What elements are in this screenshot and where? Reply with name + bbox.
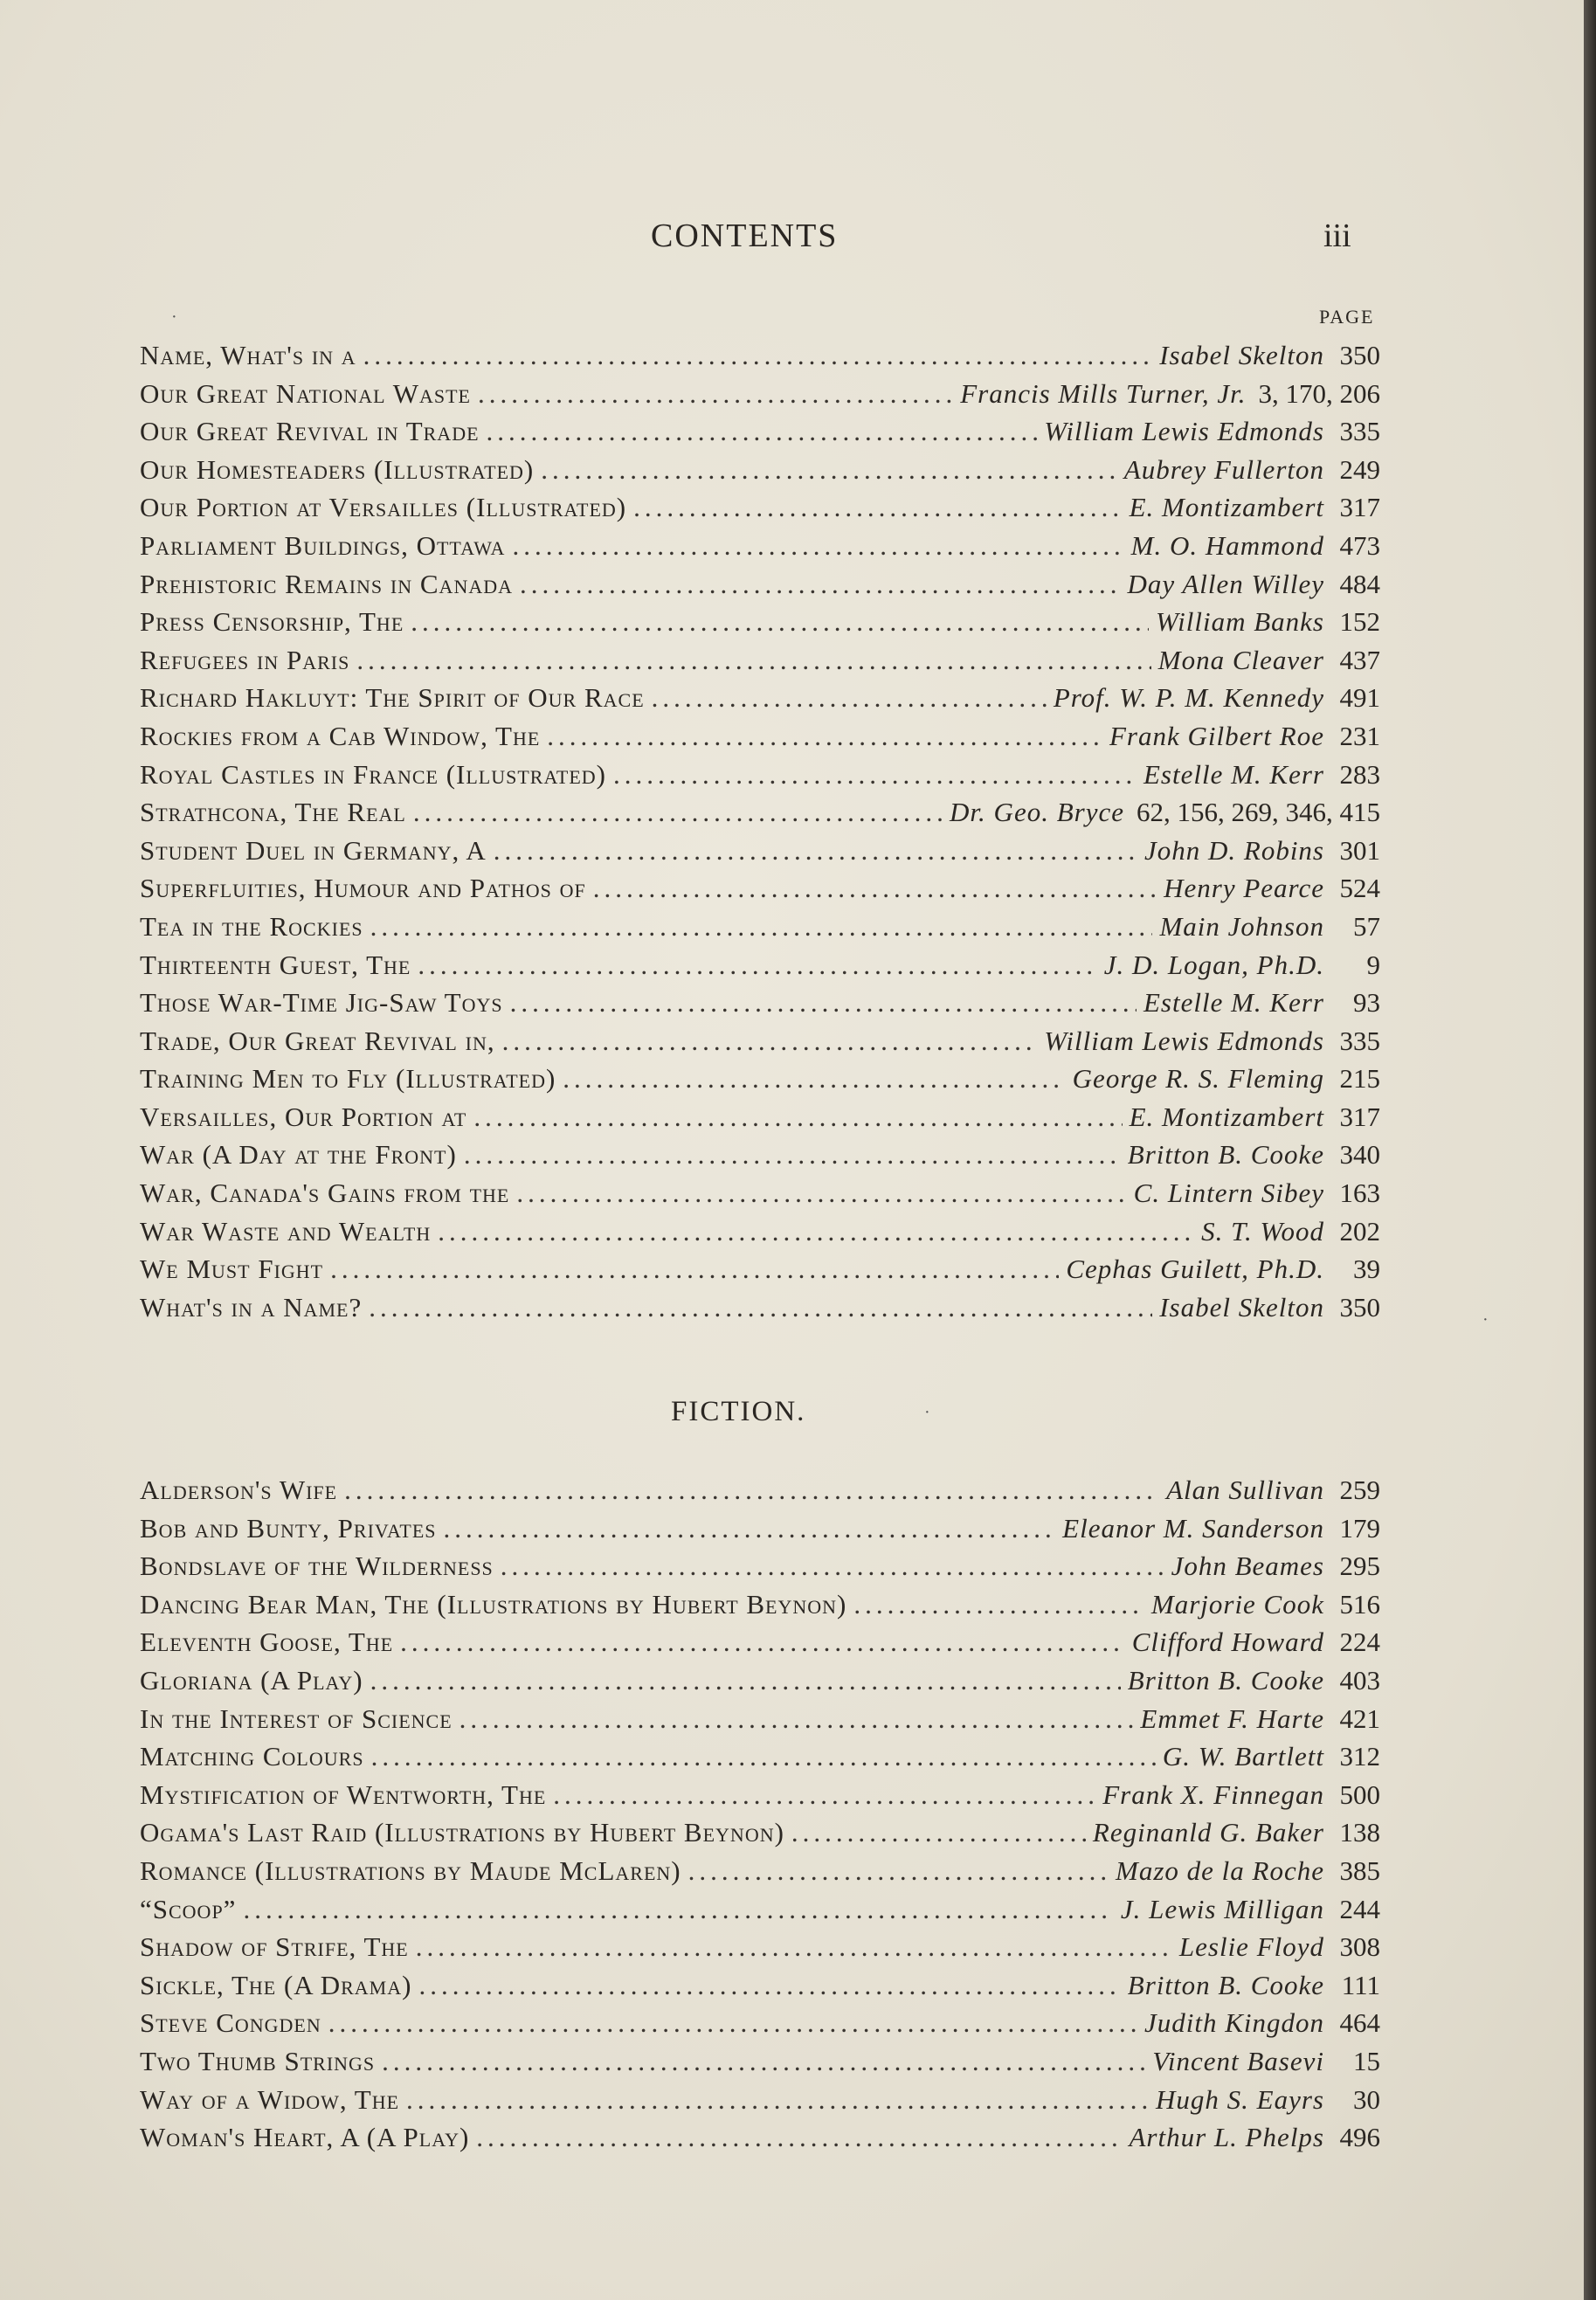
entry-title: War (A Day at the Front)	[140, 1139, 457, 1171]
entry-page: 350	[1339, 1291, 1380, 1323]
toc-entry	[140, 1212, 1380, 1251]
entry-page: 500	[1339, 1779, 1380, 1810]
dot-leader	[330, 1250, 1059, 1288]
entry-page: 163	[1339, 1178, 1380, 1209]
entry-title: Steve Congden	[140, 2007, 321, 2039]
entry-author: Isabel Skelton	[1159, 340, 1324, 370]
entry-title: Royal Castles in France (Illustrated)	[140, 758, 607, 790]
entry-title: Our Great National Waste	[140, 377, 471, 409]
entry-title: Training Men to Fly (Illustrated)	[140, 1063, 556, 1095]
dot-leader	[413, 793, 943, 832]
dot-leader	[516, 1174, 1126, 1212]
toc-entry	[140, 1060, 1380, 1098]
entry-author: Frank X. Finnegan	[1102, 1779, 1324, 1810]
toc-entry	[140, 946, 1380, 984]
entry-title: Prehistoric Remains in Canada	[140, 568, 513, 599]
entry-author: Britton B. Cooke	[1127, 1139, 1324, 1171]
entry-title: Romance (Illustrations by Maude McLaren)	[140, 1855, 681, 1886]
entry-page: 403	[1339, 1664, 1380, 1696]
entry-page: 385	[1339, 1855, 1380, 1886]
dot-leader	[478, 375, 953, 413]
toc-entry	[140, 1509, 1380, 1548]
toc-entry	[140, 1737, 1380, 1776]
entry-author: Isabel Skelton	[1159, 1291, 1324, 1323]
entry-title: Eleventh Goose, The	[140, 1627, 394, 1658]
dot-leader	[438, 1212, 1194, 1251]
entry-title: Versailles, Our Portion at	[140, 1101, 467, 1132]
entry-page: 57	[1353, 910, 1380, 942]
entry-author: Clifford Howard	[1131, 1627, 1324, 1658]
dot-leader	[400, 1623, 1125, 1661]
entry-page: 524	[1339, 873, 1380, 904]
entry-title: War Waste and Wealth	[140, 1215, 432, 1247]
entry-page: 9	[1366, 949, 1380, 980]
entry-title: Sickle, The (A Drama)	[140, 1969, 412, 2000]
entry-author: William Lewis Edmonds	[1044, 416, 1324, 447]
entry-page: 179	[1339, 1512, 1380, 1544]
dot-leader	[520, 565, 1121, 604]
toc-entry	[140, 451, 1380, 489]
dot-leader	[370, 1661, 1121, 1700]
entry-page: 473	[1339, 529, 1380, 561]
toc-entry	[140, 488, 1380, 527]
entry-page: 340	[1339, 1139, 1380, 1171]
dot-leader	[473, 1098, 1122, 1136]
entry-page: 152	[1339, 606, 1380, 638]
toc-entry	[140, 717, 1380, 756]
dot-leader	[464, 1136, 1121, 1174]
toc-entry	[140, 1661, 1380, 1700]
toc-entry	[140, 1813, 1380, 1852]
entry-page: 295	[1339, 1551, 1380, 1582]
dot-leader	[369, 1288, 1152, 1327]
toc-entry	[140, 1174, 1380, 1212]
entry-page: 308	[1339, 1931, 1380, 1963]
entry-page: 62, 156, 269, 346, 415	[1137, 797, 1380, 828]
entry-author: J. D. Logan, Ph.D.	[1103, 949, 1324, 980]
dot-leader	[593, 869, 1157, 908]
dot-leader	[553, 1776, 1095, 1814]
dot-leader	[444, 1509, 1056, 1548]
entry-title: Name, What's in a	[140, 340, 356, 370]
entry-author: Dr. Geo. Bryce	[950, 797, 1124, 828]
toc-entry	[140, 1022, 1380, 1060]
entry-title: We Must Fight	[140, 1254, 324, 1285]
dot-leader	[563, 1060, 1065, 1098]
toc-entry	[140, 527, 1380, 565]
toc-entry	[140, 1700, 1380, 1738]
entry-title: Refugees in Paris	[140, 644, 350, 675]
toc-entry	[140, 679, 1380, 717]
entry-title: Woman's Heart, A (A Play)	[140, 2122, 470, 2153]
entry-title: Mystification of Wentworth, The	[140, 1779, 547, 1810]
toc-entry	[140, 908, 1380, 946]
toc-entry	[140, 1623, 1380, 1661]
dot-leader	[652, 679, 1047, 717]
dot-leader	[406, 2081, 1149, 2119]
fiction-heading: FICTION.	[671, 1396, 806, 1427]
entry-title: Press Censorship, The	[140, 606, 404, 638]
dot-leader	[382, 2042, 1145, 2081]
entry-page: 111	[1341, 1969, 1380, 2000]
dot-leader	[418, 1966, 1120, 2005]
entry-author: M. O. Hammond	[1130, 529, 1324, 561]
entry-author: William Banks	[1156, 606, 1324, 638]
entry-title: Shadow of Strife, The	[140, 1931, 409, 1963]
entry-author: Estelle M. Kerr	[1143, 987, 1324, 1019]
entry-author: Day Allen Willey	[1127, 568, 1324, 599]
entry-title: Those War-Time Jig-Saw Toys	[140, 987, 503, 1019]
entry-author: Britton B. Cooke	[1127, 1664, 1324, 1696]
print-speck: ·	[924, 1403, 930, 1422]
entry-title: Way of a Widow, The	[140, 2083, 400, 2115]
toc-entry	[140, 1250, 1380, 1288]
toc-entry	[140, 832, 1380, 870]
entry-page: 138	[1339, 1817, 1380, 1848]
entry-page: 224	[1339, 1627, 1380, 1658]
entry-title: War, Canada's Gains from the	[140, 1178, 510, 1209]
entry-title: Thirteenth Guest, The	[140, 949, 411, 980]
toc-entry	[140, 565, 1380, 604]
toc-entry	[140, 1288, 1380, 1327]
dot-leader	[344, 1471, 1159, 1509]
dot-leader	[371, 1737, 1156, 1776]
entry-page: 30	[1353, 2083, 1380, 2115]
entry-page: 3, 170, 206	[1258, 377, 1380, 409]
dot-leader	[418, 946, 1096, 984]
entry-page: 317	[1339, 492, 1380, 523]
dot-leader	[613, 756, 1137, 794]
entry-title: Tea in the Rockies	[140, 910, 363, 942]
articles-list	[140, 336, 1380, 1326]
dot-leader	[411, 603, 1149, 641]
toc-entry	[140, 1585, 1380, 1624]
toc-entry	[140, 412, 1380, 451]
entry-title: “Scoop”	[140, 1893, 237, 1924]
dot-leader	[541, 451, 1117, 489]
entry-author: Emmet F. Harte	[1140, 1703, 1324, 1734]
entry-author: Alan Sullivan	[1166, 1475, 1324, 1505]
dot-leader	[512, 527, 1123, 565]
toc-entry	[140, 756, 1380, 794]
entry-title: In the Interest of Science	[140, 1703, 453, 1734]
toc-entry	[140, 2004, 1380, 2042]
dot-leader	[243, 1890, 1113, 1929]
entry-author: E. Montizambert	[1129, 1101, 1324, 1132]
toc-entry	[140, 1776, 1380, 1814]
entry-page: 312	[1339, 1741, 1380, 1772]
entry-page: 421	[1339, 1703, 1380, 1734]
entry-page: 231	[1339, 720, 1380, 751]
entry-author: John D. Robins	[1143, 834, 1324, 866]
entry-title: Student Duel in Germany, A	[140, 834, 487, 866]
entry-page: 335	[1339, 416, 1380, 447]
entry-page: 202	[1339, 1215, 1380, 1247]
entry-page: 516	[1339, 1588, 1380, 1620]
entry-author: Judith Kingdon	[1143, 2007, 1324, 2039]
entry-author: Prof. W. P. M. Kennedy	[1053, 682, 1324, 714]
entry-author: G. W. Bartlett	[1162, 1741, 1324, 1772]
entry-author: Estelle M. Kerr	[1143, 758, 1324, 790]
entry-page: 317	[1339, 1101, 1380, 1132]
dot-leader	[633, 488, 1123, 527]
entry-author: E. Montizambert	[1129, 492, 1324, 523]
entry-page: 335	[1339, 1025, 1380, 1056]
print-speck: ·	[171, 307, 177, 327]
entry-author: William Lewis Edmonds	[1044, 1025, 1324, 1056]
toc-entry	[140, 2042, 1380, 2081]
entry-page: 496	[1339, 2122, 1380, 2153]
dot-leader	[487, 412, 1038, 451]
entry-page: 301	[1339, 834, 1380, 866]
entry-author: Reginanld G. Baker	[1092, 1817, 1324, 1848]
entry-title: Our Great Revival in Trade	[140, 416, 480, 447]
entry-page: 259	[1339, 1475, 1380, 1505]
entry-title: Alderson's Wife	[140, 1475, 338, 1505]
entry-author: Arthur L. Phelps	[1129, 2122, 1324, 2153]
dot-leader	[356, 641, 1150, 680]
entry-author: Francis Mills Turner, Jr.	[960, 377, 1247, 409]
entry-page: 249	[1339, 453, 1380, 485]
toc-entry	[140, 336, 1380, 375]
entry-author: Main Johnson	[1159, 910, 1324, 942]
entry-page: 350	[1339, 340, 1380, 370]
toc-entry	[140, 2081, 1380, 2119]
entry-author: Vincent Basevi	[1152, 2045, 1324, 2076]
toc-entry	[140, 1098, 1380, 1136]
dot-leader	[328, 2004, 1137, 2042]
entry-page: 215	[1339, 1063, 1380, 1095]
dot-leader	[688, 1852, 1109, 1890]
entry-author: Eleanor M. Sanderson	[1062, 1512, 1324, 1544]
dot-leader	[370, 908, 1153, 946]
entry-author: Henry Pearce	[1164, 873, 1324, 904]
toc-entry	[140, 603, 1380, 641]
entry-page: 15	[1353, 2045, 1380, 2076]
page-title: CONTENTS	[651, 218, 839, 254]
entry-page: 39	[1353, 1254, 1380, 1285]
toc-entry	[140, 869, 1380, 908]
entry-author: John Beames	[1171, 1551, 1324, 1582]
entry-title: Our Portion at Versailles (Illustrated)	[140, 492, 627, 523]
entry-title: Rockies from a Cab Window, The	[140, 720, 541, 751]
entry-page: 283	[1339, 758, 1380, 790]
dot-leader	[791, 1813, 1086, 1852]
toc-entry	[140, 984, 1380, 1022]
toc-entry	[140, 2118, 1380, 2157]
entry-page: 464	[1339, 2007, 1380, 2039]
entry-author: Marjorie Cook	[1150, 1588, 1324, 1620]
toc-entry	[140, 641, 1380, 680]
entry-title: Bob and Bunty, Privates	[140, 1512, 437, 1544]
entry-title: What's in a Name?	[140, 1291, 363, 1323]
entry-title: Bondslave of the Wilderness	[140, 1551, 494, 1582]
dot-leader	[494, 832, 1137, 870]
entry-page: 93	[1353, 987, 1380, 1019]
dot-leader	[459, 1700, 1134, 1738]
toc-entry	[140, 1890, 1380, 1929]
entry-author: Aubrey Fullerton	[1123, 453, 1324, 485]
toc-entry	[140, 1966, 1380, 2005]
entry-author: Britton B. Cooke	[1127, 1969, 1324, 2000]
page-number: iii	[1323, 218, 1351, 254]
entry-title: Trade, Our Great Revival in,	[140, 1025, 495, 1056]
entry-title: Matching Colours	[140, 1741, 364, 1772]
toc-entry	[140, 793, 1380, 832]
dot-leader	[502, 1022, 1038, 1060]
dot-leader	[547, 717, 1102, 756]
toc-entry	[140, 1136, 1380, 1174]
dot-leader	[416, 1928, 1172, 1966]
entry-author: Frank Gilbert Roe	[1109, 720, 1324, 751]
entry-author: C. Lintern Sibey	[1133, 1178, 1324, 1209]
page-column-label: PAGE	[1319, 306, 1375, 328]
entry-page: 244	[1339, 1893, 1380, 1924]
entry-author: Mazo de la Roche	[1116, 1855, 1324, 1886]
toc-entry	[140, 375, 1380, 413]
toc-entry	[140, 1547, 1380, 1585]
entry-title: Richard Hakluyt: The Spirit of Our Race	[140, 682, 645, 714]
dot-leader	[476, 2118, 1122, 2157]
entry-title: Gloriana (A Play)	[140, 1664, 363, 1696]
toc-entry	[140, 1928, 1380, 1966]
entry-title: Parliament Buildings, Ottawa	[140, 529, 506, 561]
entry-page: 437	[1339, 644, 1380, 675]
dot-leader	[510, 984, 1137, 1022]
entry-title: Dancing Bear Man, The (Illustrations by Hubert Beynon)	[140, 1588, 847, 1620]
dot-leader	[363, 336, 1153, 375]
entry-author: George R. S. Fleming	[1072, 1063, 1324, 1095]
entry-page: 484	[1339, 568, 1380, 599]
toc-entry	[140, 1471, 1380, 1509]
fiction-list	[140, 1471, 1380, 2157]
entry-title: Two Thumb Strings	[140, 2045, 376, 2076]
dot-leader	[853, 1585, 1144, 1624]
page-edge	[1584, 0, 1596, 2300]
dot-leader	[501, 1547, 1164, 1585]
entry-author: S. T. Wood	[1201, 1215, 1324, 1247]
page-header	[0, 217, 1596, 260]
entry-title: Strathcona, The Real	[140, 797, 406, 828]
entry-author: J. Lewis Milligan	[1120, 1893, 1324, 1924]
toc-entry	[140, 1852, 1380, 1890]
entry-page: 491	[1339, 682, 1380, 714]
entry-author: Hugh S. Eayrs	[1156, 2083, 1324, 2115]
entry-title: Ogama's Last Raid (Illustrations by Hubert Beynon)	[140, 1817, 784, 1848]
entry-author: Mona Cleaver	[1157, 644, 1324, 675]
entry-title: Our Homesteaders (Illustrated)	[140, 453, 535, 485]
print-speck: ·	[1482, 1310, 1489, 1330]
entry-author: Cephas Guilett, Ph.D.	[1066, 1254, 1324, 1285]
entry-author: Leslie Floyd	[1178, 1931, 1324, 1963]
entry-title: Superfluities, Humour and Pathos of	[140, 873, 586, 904]
